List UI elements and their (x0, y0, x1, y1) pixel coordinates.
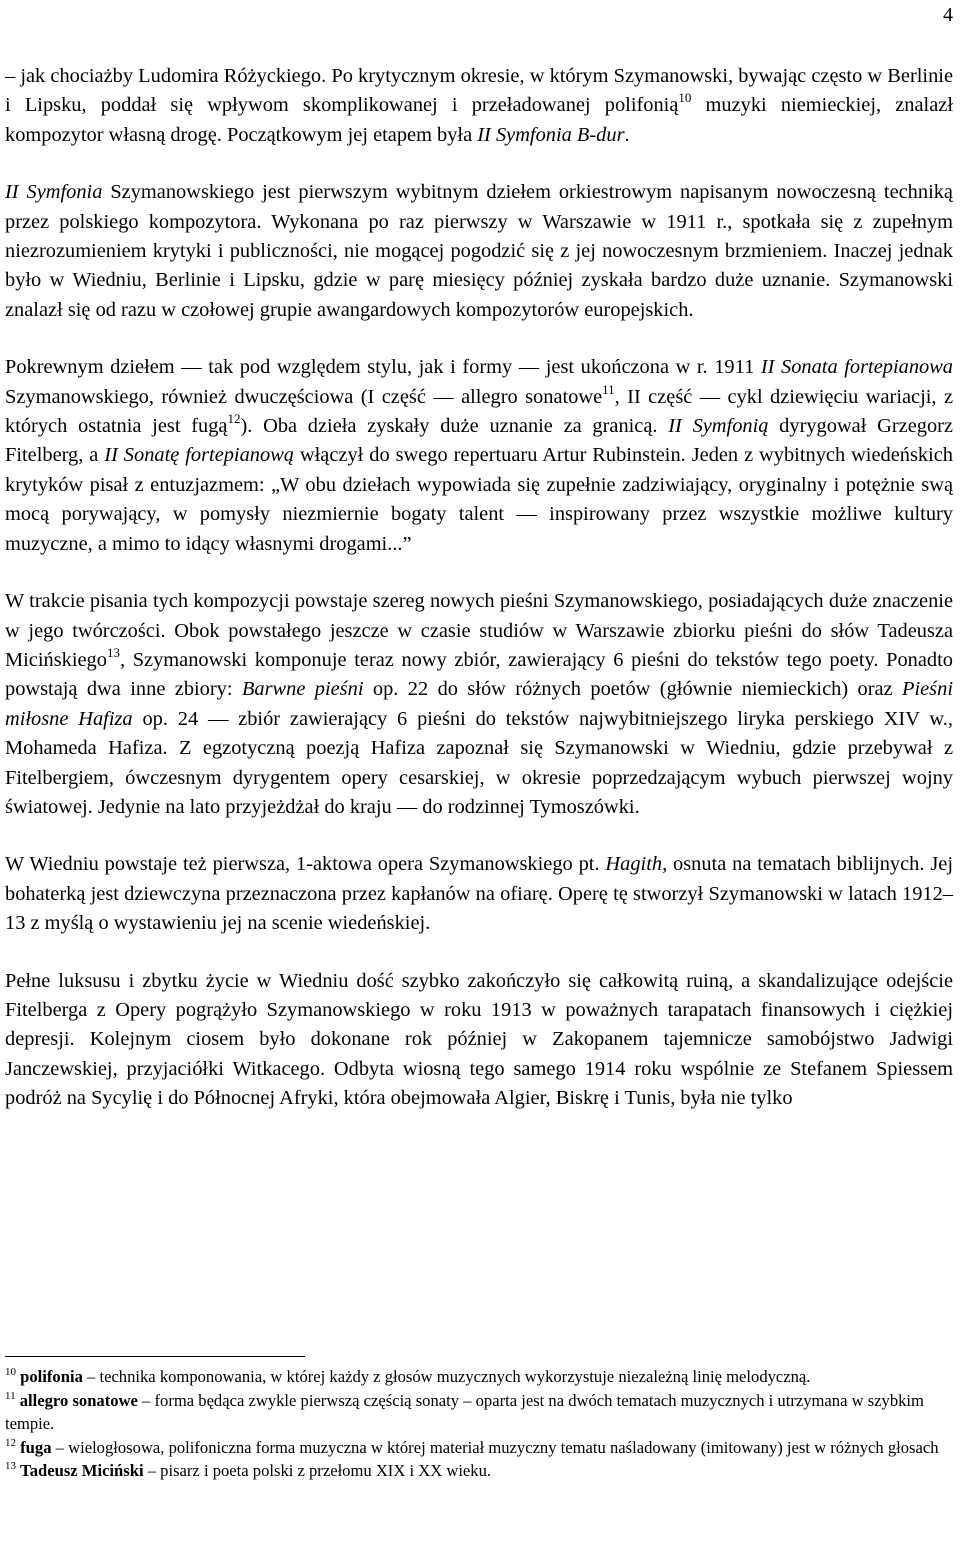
text-run: Pokrewnym dziełem — tak pod względem stylu, jak i formy — jest ukończona w r. 1911 (5, 356, 761, 379)
text-run: op. 22 do słów różnych poetów (głównie niemieckich) oraz (363, 678, 903, 701)
text-run: Szymanowskiego, również dwuczęściowa (I część — allegro sonatowe (5, 385, 603, 408)
paragraph-4 (5, 587, 953, 822)
footnote-text: – pisarz i poeta polski z przełomu XIX i XX wieku. (143, 1461, 492, 1480)
paragraph-6 (5, 967, 953, 1114)
body-text (5, 62, 953, 1114)
text-run: op. 24 — zbiór zawierający 6 pieśni do tekstów najwybitniejszego liryka perskiego XIV w., Mohameda Hafiza. Z egzotyczną poezją Hafiza zapoznał się Szymanowski w Wiedniu, gdzie przebywał z Fitelbergiem, ówczesnym dyrygentem opery cesarskiej, w okresie poprzedzającym wybuch pierwszej wojny światowej. Jedynie na lato przyjeżdżał do kraju — do rodzinnej Tymoszówki. (5, 707, 953, 818)
footnote-number: 11 (5, 1389, 16, 1402)
paragraph-3 (5, 353, 953, 559)
text-run: muzyki niemieckiej, znalazł kompozytor własną drogę. Początkowym jej etapem była (5, 94, 953, 146)
text-run: Pełne luksusu i zbytku życie w Wiedniu dość szybko zakończyło się całkowitą ruiną, a skandalizujące odejście Fitelberga z Opery pogrążyło Szymanowskiego w roku 1913 w poważnych tarapatach finansowych i ciężkiej depresji. Kolejnym ciosem było dokonane rok później w Zakopanem tajemnicze samobójstwo Jadwigi Janczewskiej, przyjaciółki Witkacego. Odbyta wiosną tego samego 1914 roku wspólnie ze Stefanem Spiessem podróż na Sycylię i do Północnej Afryki, która obejmowała Algier, Biskrę i Tunis, była nie tylko (5, 969, 953, 1110)
footnote-term: fuga (20, 1437, 52, 1457)
footnote-text: – technika komponowania, w której każdy z głosów muzycznych wykorzystuje niezależną linię melodyczną. (82, 1367, 811, 1386)
footnote-number: 12 (5, 1436, 16, 1449)
footnote-ref: 13 (106, 644, 120, 660)
text-run: , Szymanowski komponuje teraz nowy zbiór, zawierający 6 pieśni do tekstów tego poety. Ponadto powstają dwa inne zbiory: (5, 648, 953, 701)
text-run: dyrygował Grzegorz Fitelberg, a (5, 415, 953, 467)
italic-title: II Symfonia (5, 181, 103, 204)
footnote-text: – forma będąca zwykle pierwszą częścią sonaty – oparta jest na dwóch tematach muzycznych i utrzymana w szybkim tempie. (5, 1390, 924, 1433)
footnote-term: polifonia (20, 1367, 83, 1386)
footnote-text: – wielogłosowa, polifoniczna forma muzyczna w której materiał muzyczny tematu naśladowany (imitowany) jest w różnych głosach (51, 1437, 939, 1457)
footnote-ref: 11 (602, 381, 615, 397)
footnote-number: 10 (5, 1366, 16, 1378)
paragraph-5 (5, 850, 953, 938)
footnote-term: allegro sonatowe (19, 1390, 138, 1410)
text-run: , II część — cykl dziewięciu wariacji, z których ostatnia jest fugą (5, 385, 953, 438)
footnotes (5, 1356, 953, 1483)
text-run: W trakcie pisania tych kompozycji powstaje szereg nowych pieśni Szymanowskiego, posiadających duże znaczenie w jego twórczości. Obok powstałego jeszcze w czasie studiów w Warszawie zbiorku pieśni do słów Tadeusza Micińskiego (5, 590, 953, 671)
footnote-separator (5, 1356, 305, 1357)
footnote-10 (5, 1365, 953, 1389)
paragraph-1 (5, 62, 953, 150)
footnote-ref: 10 (678, 90, 692, 106)
footnote-12 (5, 1436, 953, 1460)
text-run: W Wiedniu powstaje też pierwsza, 1-aktowa opera Szymanowskiego pt. (5, 853, 606, 876)
footnote-number: 13 (5, 1460, 16, 1472)
paragraph-2 (5, 178, 953, 325)
footnote-ref: 12 (227, 411, 241, 427)
italic-title: Pieśni miłosne Hafiza (5, 678, 953, 730)
text-run: ). Oba dzieła zyskały duże uznanie za granicą. (240, 415, 669, 438)
italic-title: Barwne pieśni (241, 678, 364, 701)
italic-title: Hagith, (605, 853, 668, 876)
footnote-11 (5, 1389, 953, 1436)
italic-title: II Sonata fortepianowa (760, 356, 954, 379)
text-run: – jak chociażby Ludomira Różyckiego. Po krytycznym okresie, w którym Szymanowski, bywając często w Berlinie i Lipsku, poddał się wpływom skomplikowanej i przeładowanej polifonią (5, 65, 953, 117)
italic-title: II Sonatę fortepianową (104, 444, 294, 467)
italic-title: II Symfonią (668, 415, 769, 438)
text-run: Szymanowskiego jest pierwszym wybitnym dziełem orkiestrowym napisanym nowoczesną techniką przez polskiego kompozytora. Wykonana po raz pierwszy w Warszawie w 1911 r., spotkała się z zupełnym niezrozumieniem krytyki i publiczności, nie mogącej pogodzić się z jej nowoczesnym brzmieniem. Inaczej jednak było w Wiedniu, Berlinie i Lipsku, gdzie w parę miesięcy później zyskała bardzo duże uznanie. Szymanowski znalazł się od razu w czołowej grupie awangardowych kompozytorów europejskich. (5, 181, 953, 321)
footnote-13 (5, 1459, 953, 1483)
text-run: osnuta na tematach biblijnych. Jej bohaterką jest dziewczyna przeznaczona przez kapłanów na ofiarę. Operę tę stworzył Szymanowski w latach 1912–13 z myślą o wystawieniu jej na scenie wiedeńskiej. (5, 853, 953, 935)
footnote-term: Tadeusz Miciński (20, 1461, 144, 1480)
text-run: włączył do swego repertuaru Artur Rubinstein. Jeden z wybitnych wiedeńskich krytyków pisał z entuzjazmem: „W obu dziełach wypowiada się zupełnie zadziwiający, oryginalny i potężnie swą mocą porywający, w pomysły niezmiernie bogaty talent — inspirowany przez wszystkie możliwe kultury muzyczne, a mimo to idący własnymi drogami...” (5, 444, 953, 555)
italic-title: II Symfonia B-dur (477, 123, 625, 146)
page-number: 4 (943, 4, 953, 26)
text-run: . (624, 123, 630, 146)
